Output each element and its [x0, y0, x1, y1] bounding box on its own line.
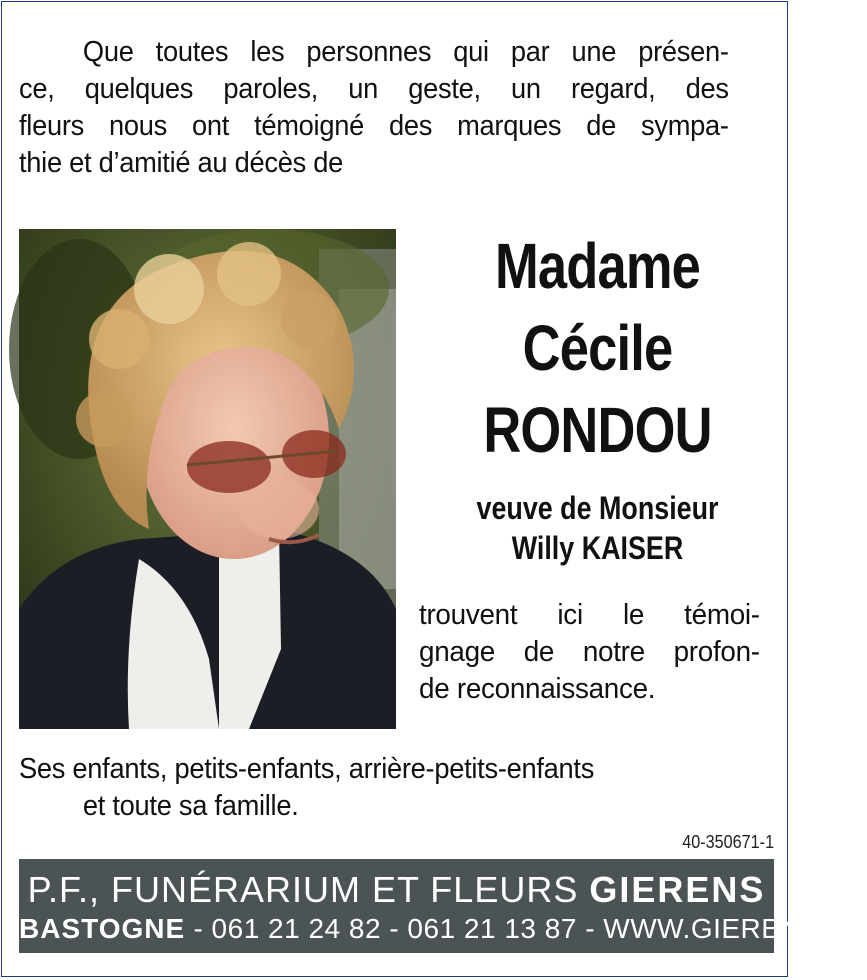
portrait-photo [19, 229, 396, 729]
thanks-line: trouvent ici le témoi- [419, 599, 760, 631]
funeral-home-phones-website: - 061 21 24 82 - 061 21 13 87 - WWW.GIERENS.BE [185, 913, 867, 944]
funeral-home-banner [19, 859, 867, 953]
spouse-name: Willy KAISER [511, 530, 684, 566]
funeral-home-contact [19, 912, 867, 946]
deceased-first-name: Cécile [522, 312, 673, 384]
funeral-home-name [19, 869, 774, 911]
funeral-home-brand: GIERENS [589, 869, 766, 910]
deceased-name [420, 225, 775, 471]
thanks-line: gnage de notre profon- [419, 636, 760, 668]
intro-paragraph [19, 34, 729, 182]
deceased-last-name: RONDOU [483, 394, 712, 466]
widow-line: veuve de Monsieur [476, 490, 719, 526]
family-line: et toute sa famille. [82, 790, 299, 822]
thanks-paragraph [419, 597, 774, 708]
widow-of [420, 488, 775, 568]
funeral-home-city: BASTOGNE [19, 913, 186, 944]
reference-number: 40-350671-1 [682, 832, 774, 852]
family-signature [19, 751, 779, 825]
intro-line: Que toutes les personnes qui par une présen- [82, 36, 729, 68]
funeral-home-prefix: P.F., FUNÉRARIUM ET FLEURS [27, 869, 579, 910]
intro-line: fleurs nous ont témoigné des marques de sympa- [19, 110, 729, 142]
thanks-line: de reconnaissance. [419, 673, 656, 705]
family-line: Ses enfants, petits-enfants, arrière-petits-enfants [19, 753, 595, 785]
intro-line: ce, quelques paroles, un geste, un regard, des [19, 73, 729, 105]
deceased-title: Madame [494, 230, 701, 302]
intro-line: thie et d’amitié au décès de [19, 147, 343, 179]
